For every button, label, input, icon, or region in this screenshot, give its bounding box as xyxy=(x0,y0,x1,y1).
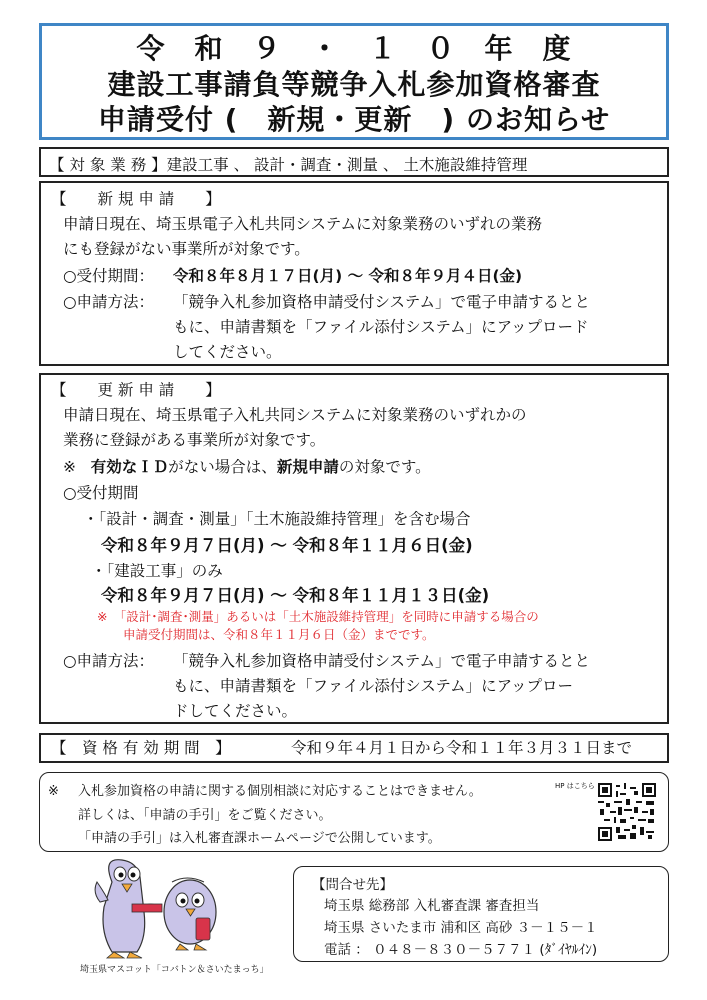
renew-method-1: 「競争入札参加資格申請受付システム」で電子申請するとと xyxy=(173,652,590,670)
notes-box xyxy=(39,772,669,852)
new-method-label: ○申請方法： xyxy=(63,293,155,311)
title-line-1: 令 和 ９ ・ １ ０ 年 度 xyxy=(136,32,572,65)
renewal-application-box xyxy=(39,373,669,724)
title-line-2: 建設工事請負等競争入札参加資格審査 xyxy=(107,68,601,101)
new-desc-2: にも登録がない事業所が対象です。 xyxy=(63,240,310,258)
renew-desc-1: 申請日現在、埼玉県電子入札共同システムに対象業務のいずれかの xyxy=(63,406,527,424)
renew-method-2: もに、申請書類を「ファイル添付システム」にアップロー xyxy=(173,677,574,695)
new-desc-1: 申請日現在、埼玉県電子入札共同システムに対象業務のいずれの業務 xyxy=(63,215,542,233)
contact-heading: 【問合せ先】 xyxy=(312,877,393,893)
target-label: 【 対 象 業 務 】建設工事 、 設計・調査・測量 、 土木施設維持管理 xyxy=(49,156,528,174)
new-period-label: ○受付期間： xyxy=(63,267,155,285)
hp-label: HP はこちら xyxy=(555,782,595,790)
new-method-3: してください。 xyxy=(173,343,282,361)
target-business-bar xyxy=(39,147,669,177)
renew-desc-2: 業務に登録がある事業所が対象です。 xyxy=(63,431,326,449)
contact-line-3: 電話 ： ０４８－８３０－５７７１ (ﾀﾞｲﾔﾙｲﾝ) xyxy=(324,942,598,958)
new-application-box xyxy=(39,181,669,366)
notes-line-3: 「申請の手引」は入札審査課ホームページで公開しています。 xyxy=(78,831,441,846)
saitamacchi-icon xyxy=(164,878,216,950)
validity-label: 【 資 格 有 効 期 間 】 xyxy=(51,739,231,757)
renew-method-3: ドしてください。 xyxy=(173,702,298,720)
new-period-value: 令和８年８月１７日(月) ～ 令和８年９月４日(金) xyxy=(173,267,523,285)
renew-heading: 【 更 新 申 請 】 xyxy=(51,381,221,399)
mascot-caption: 埼玉県マスコット「コバトン＆さいたまっち」 xyxy=(80,965,269,975)
target-text: 建設工事 、 設計・調査・測量 、 土木施設維持管理 xyxy=(166,156,528,174)
renew-red-note-2: 申請受付期間は、令和８年１１月６日（金）までです。 xyxy=(123,627,435,642)
notes-mark: ※ xyxy=(48,784,59,799)
renew-case-1: ・「設計・調査・測量」「土木施設維持管理」を含む場合 xyxy=(83,510,471,528)
renew-case-1-period: 令和８年９月７日(月) ～ 令和８年１１月６日(金) xyxy=(101,536,473,555)
title-line-3: 申請受付 ( 新規・更新 ) のお知らせ xyxy=(97,103,611,136)
renew-method-label: ○申請方法： xyxy=(63,652,155,670)
mascot-illustration xyxy=(92,852,242,962)
contact-box xyxy=(293,866,669,962)
renew-case-2-period: 令和８年９月７日(月) ～ 令和８年１１月１３日(金) xyxy=(101,586,490,605)
kobaton-icon xyxy=(95,860,162,958)
new-method-1: 「競争入札参加資格申請受付システム」で電子申請するとと xyxy=(173,293,590,311)
notes-line-1: 入札参加資格の申請に関する個別相談に対応することはできません。 xyxy=(78,784,482,799)
title-box xyxy=(39,23,669,140)
contact-line-2: 埼玉県 さいたま市 浦和区 高砂 ３－１５－１ xyxy=(324,920,598,936)
renew-note: ※ 有効なＩＤがない場合は、新規申請の対象です。 xyxy=(63,458,431,476)
renew-case-2: ・「建設工事」のみ xyxy=(91,562,223,580)
notes-line-2: 詳しくは、「申請の手引」をご覧ください。 xyxy=(78,808,332,823)
new-heading: 【 新 規 申 請 】 xyxy=(51,190,221,208)
qr-code-icon[interactable] xyxy=(598,783,656,841)
new-method-2: もに、申請書類を「ファイル添付システム」にアップロード xyxy=(173,318,589,336)
renew-red-note-1: ※ 「設計･調査･測量」あるいは「土木施設維持管理」を同時に申請する場合の xyxy=(97,609,539,624)
renew-period-label: ○受付期間 xyxy=(63,484,139,502)
contact-line-1: 埼玉県 総務部 入札審査課 審査担当 xyxy=(324,898,540,914)
validity-bar xyxy=(39,733,669,763)
validity-text: 令和９年４月１日から令和１１年３月３１日まで xyxy=(291,739,633,757)
